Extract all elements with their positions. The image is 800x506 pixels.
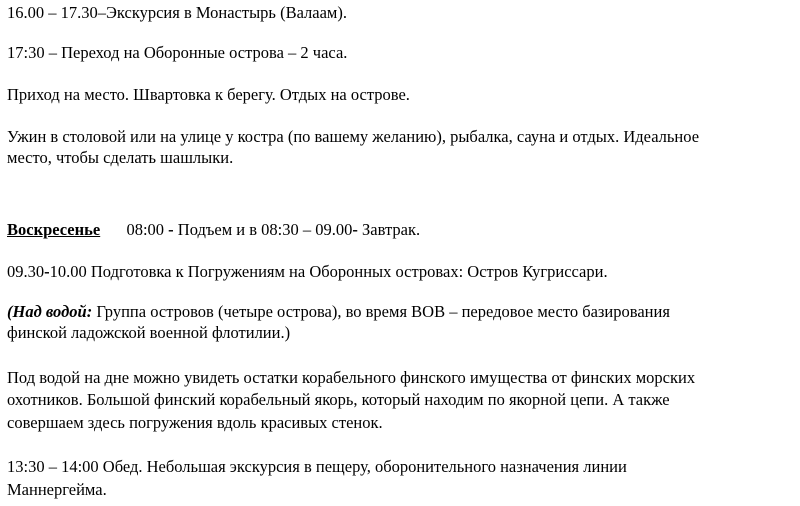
wake-up-text: Подъем и в 08:30 – 09.00 <box>177 220 353 239</box>
dinner-paragraph-line-1: Ужин в столовой или на улице у костра (по вашему желанию), рыбалка, сауна и отдых. Идеальное <box>7 127 700 146</box>
underwater-line-3: совершаем здесь погружения вдоль красивых стенок. <box>7 413 383 432</box>
schedule-line-arrival: Приход на место. Швартовка к берегу. Отдых на острове. <box>7 85 410 104</box>
sunday-line <box>7 220 420 240</box>
above-water-line-2: финской ладожской военной флотилии.) <box>7 323 291 342</box>
wake-up-time: 08:00 <box>126 220 165 239</box>
underwater-line-1: Под водой на дне можно увидеть остатки корабельного финского имущества от финских морских <box>7 368 696 387</box>
dash: - <box>44 262 50 281</box>
lunch-line-1: 13:30 – 14:00 Обед. Небольшая экскурсия в пещеру, оборонительного назначения линии <box>7 457 627 476</box>
schedule-line-transfer: 17:30 – Переход на Оборонные острова – 2 часа. <box>7 43 348 62</box>
dive-prep-start: 09.30 <box>7 262 45 281</box>
dive-prep-line <box>7 262 608 282</box>
dive-prep-text: 10.00 Подготовка к Погружениям на Оборонных островах: Остров Кугриссари. <box>49 262 608 281</box>
dinner-paragraph-line-2: место, чтобы сделать шашлыки. <box>7 148 234 167</box>
breakfast-text: Завтрак. <box>362 220 421 239</box>
lunch-line-2: Маннергейма. <box>7 480 107 499</box>
dash: - <box>352 220 363 239</box>
above-water-line-1 <box>7 302 670 322</box>
day-heading-sunday: Воскресенье <box>7 220 101 239</box>
underwater-line-2: охотников. Большой финский корабельный якорь, который находим по якорной цепи. А также <box>7 390 670 409</box>
above-water-label: (Над водой: <box>7 302 93 321</box>
dash: - <box>164 220 178 239</box>
schedule-line-monastery: 16.00 – 17.30–Экскурсия в Монастырь (Валаам). <box>7 3 347 22</box>
above-water-text: Группа островов (четыре острова), во время ВОВ – передовое место базирования <box>92 302 670 321</box>
